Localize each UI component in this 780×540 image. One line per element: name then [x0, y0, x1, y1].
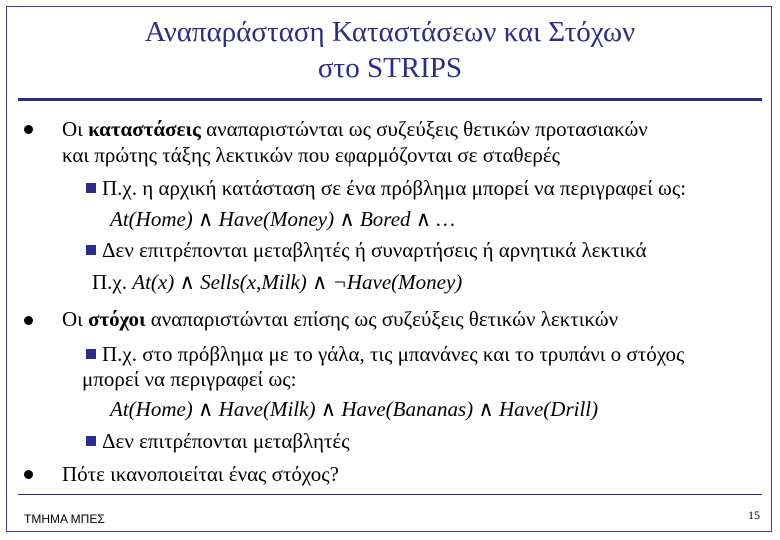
- square-bullet-icon: [86, 349, 96, 359]
- footer-divider: [18, 494, 762, 495]
- bullet-goals: [62, 307, 618, 331]
- title-line-1: Αναπαράσταση Καταστάσεων και Στόχων: [144, 16, 636, 48]
- bullet-text: αναπαριστώνται ως συζεύξεις θετικών προτασιακών: [200, 117, 648, 141]
- square-bullet-icon: [86, 183, 96, 193]
- footer-department: ΤΜΗΜΑ ΜΠΕΣ: [24, 512, 105, 526]
- bullet-keyword: καταστάσεις: [88, 117, 201, 141]
- formula-text: At(x) ∧ Sells(x,Milk) ∧ ¬Have(Money): [132, 270, 463, 294]
- bullet-goal-satisfaction: Πότε ικανοποιείται ένας στόχος?: [62, 462, 339, 486]
- title-line-2: στο STRIPS: [317, 52, 463, 84]
- square-bullet-icon: [86, 245, 96, 255]
- page-number: 15: [748, 508, 760, 522]
- bullet-text: αναπαριστώνται επίσης ως συζεύξεις θετικών λεκτικών: [145, 307, 619, 331]
- formula-goal: At(Home) ∧ Have(Milk) ∧ Have(Bananas) ∧ Have(Drill): [110, 397, 599, 421]
- bullet-states-line-2: και πρώτης τάξης λεκτικών που εφαρμόζονται σε σταθερές: [62, 143, 561, 167]
- bullet-dot-icon: [24, 470, 33, 479]
- sub-bullet-goal-example-line-2: μπορεί να περιγραφεί ως:: [82, 367, 297, 391]
- bullet-text: Οι: [62, 307, 89, 331]
- bullet-text: Οι: [62, 117, 89, 141]
- sub-bullet-restriction-text: Δεν επιτρέπονται μεταβλητές ή συναρτήσεις ή αρνητικά λεκτικά: [102, 238, 647, 262]
- slide-title: [0, 14, 780, 86]
- sub-bullet-goal-example: Π.χ. στο πρόβλημα με το γάλα, τις μπανάνες και το τρυπάνι ο στόχος: [102, 342, 685, 366]
- bullet-keyword: στόχοι: [88, 307, 146, 331]
- title-divider: [18, 98, 762, 101]
- sub-bullet-no-variables: Δεν επιτρέπονται μεταβλητές: [102, 429, 350, 453]
- square-bullet-icon: [86, 436, 96, 446]
- sub-bullet-example-text: Π.χ. η αρχική κατάσταση σε ένα πρόβλημα μπορεί να περιγραφεί ως:: [102, 176, 687, 200]
- formula-invalid-state: [92, 270, 462, 294]
- bullet-dot-icon: [24, 316, 33, 325]
- example-prefix: Π.χ.: [92, 270, 133, 294]
- bullet-states-line-1: [62, 117, 648, 141]
- formula-initial-state: At(Home) ∧ Have(Money) ∧ Bored ∧ …: [110, 207, 456, 231]
- bullet-dot-icon: [24, 125, 33, 134]
